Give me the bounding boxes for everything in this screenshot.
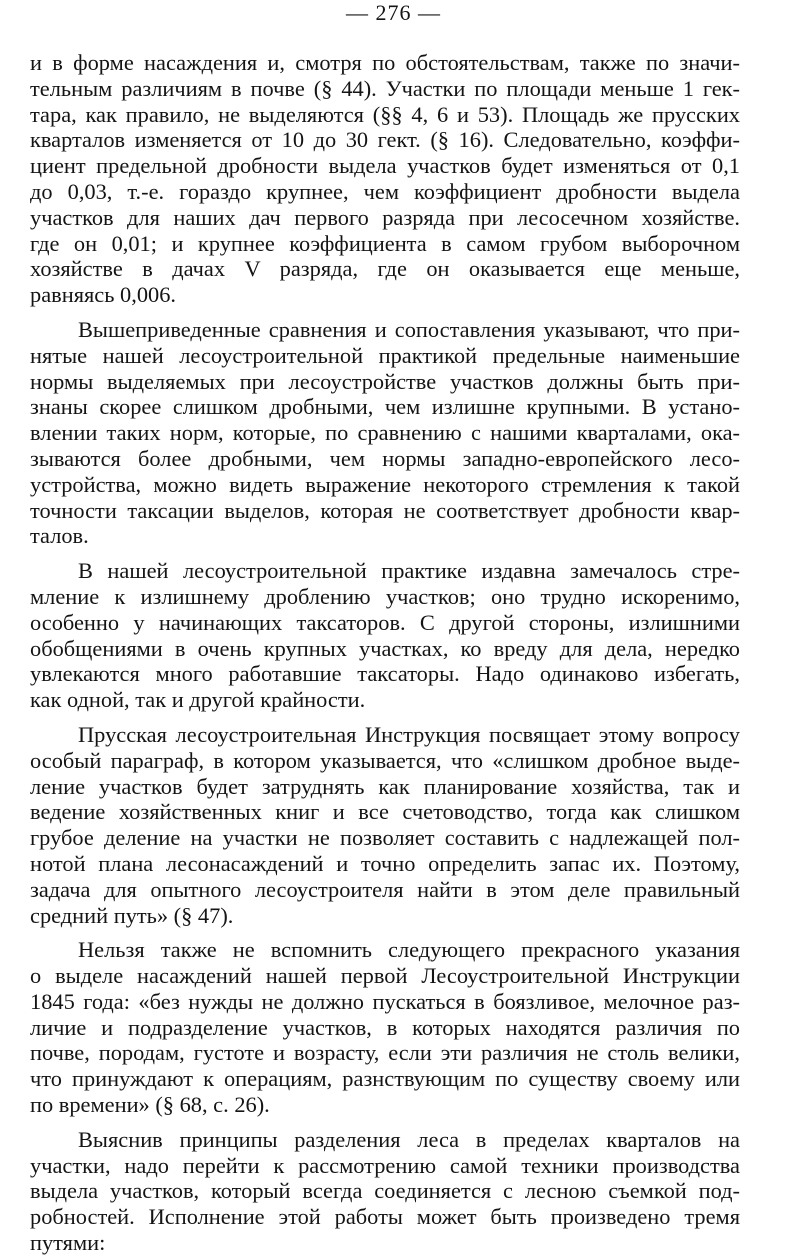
paragraph-1 [30, 50, 740, 308]
text-line: и в форме насаждения и, смотря по обстоятельствам, также по значи- [30, 50, 740, 75]
text-line: грубое деление на участки не позволяет составить с надлежащей пол- [30, 825, 740, 851]
text-line: как одной, так и другой крайности. [30, 687, 366, 713]
text-line: что принуждают к операциям, разнствующим по существу своему или [30, 1066, 740, 1092]
text-line: ление участков будет затруднять как планирование хозяйства, так и [30, 773, 740, 799]
text-line: путями: [30, 1230, 106, 1256]
text-line: о выделе насаждений нашей первой Лесоустроительной Инструкции [30, 963, 740, 989]
text-line: особенно у начинающих таксаторов. С другой стороны, излишними [30, 609, 740, 635]
body-text [30, 50, 740, 1256]
text-line: равняясь 0,006. [30, 282, 177, 308]
text-line: точности таксации выделов, которая не соответствует дробности квар- [30, 497, 740, 523]
text-line: влении таких норм, которые, по сравнению с нашими кварталами, ока- [30, 420, 740, 446]
text-line: циент предельной дробности выдела участков будет изменяться от 0,1 [30, 153, 740, 179]
text-line: хозяйстве в дачах V разряда, где он оказывается еще меньше, [30, 256, 740, 282]
text-line: мление к излишнему дроблению участков; оно трудно искоренимо, [30, 583, 740, 609]
text-line: личие и подразделение участков, в которых находятся различия по [30, 1014, 740, 1040]
page-number: — 276 — [346, 0, 441, 25]
text-line: Нельзя также не вспомнить следующего прекрасного указания [78, 937, 740, 963]
text-line: Прусская лесоустроительная Инструкция посвящает этому вопросу [78, 721, 740, 747]
text-line: до 0,03, т.-е. гораздо крупнее, чем коэффициент дробности выдела [30, 178, 740, 204]
text-line: участки, надо перейти к рассмотрению самой техники производства [30, 1152, 740, 1178]
paragraph-6 [30, 1127, 740, 1256]
paragraph-2 [30, 317, 740, 549]
text-line: тельным различиям в почве (§ 44). Участки по площади меньше 1 гек- [30, 75, 740, 101]
text-line: робностей. Исполнение этой работы может быть произведено тремя [30, 1204, 740, 1230]
text-line: почве, породам, густоте и возрасту, если эти различия не столь велики, [30, 1040, 740, 1066]
text-line: 1845 года: «без нужды не должно пускаться в боязливое, мелочное раз- [30, 988, 740, 1014]
text-line: участков для наших дач первого разряда при лесосечном хозяйстве. [30, 204, 740, 230]
text-line: зываются более дробными, чем нормы западно-европейского лесо- [30, 445, 740, 471]
text-line: устройства, можно видеть выражение некоторого стремления к такой [30, 471, 740, 497]
paragraph-5 [30, 937, 740, 1118]
paragraph-3 [30, 558, 740, 713]
text-line: обобщениями в очень крупных участках, ко вреду для дела, нередко [30, 635, 740, 661]
text-line: знаны скорее слишком дробными, чем излишне крупными. В устано- [30, 394, 740, 420]
text-line: кварталов изменяется от 10 до 30 гект. (§ 16). Следовательно, коэффи- [30, 127, 740, 153]
text-line: увлекаются много работавшие таксаторы. Надо одинаково избегать, [30, 661, 740, 687]
text-line: нотой плана лесонасаждений и точно определить запас их. Поэтому, [30, 850, 740, 876]
text-line: задача для опытного лесоустроителя найти в этом деле правильный [30, 876, 740, 902]
text-line: где он 0,01; и крупнее коэффициента в самом грубом выборочном [30, 230, 740, 256]
text-line: Вышеприведенные сравнения и сопоставления указывают, что при- [78, 316, 740, 342]
text-line: В нашей лесоустроительной практике издавна замечалось стре- [78, 558, 740, 584]
text-line: нятые нашей лесоустроительной практикой предельные наименьшие [30, 342, 740, 368]
text-line: средний путь» (§ 47). [30, 902, 234, 928]
text-line: Выяснив принципы разделения леса в пределах кварталов на [78, 1126, 740, 1152]
text-line: тара, как правило, не выделяются (§§ 4, 6 и 53). Площадь же прусских [30, 101, 740, 127]
text-line: особый параграф, в котором указывается, что «слишком дробное выде- [30, 747, 740, 773]
paragraph-4 [30, 722, 740, 928]
text-line: ведение хозяйственных книг и все счетоводство, тогда как слишком [30, 799, 740, 825]
text-line: по времени» (§ 68, с. 26). [30, 1092, 270, 1118]
text-line: талов. [30, 523, 89, 549]
text-line: нормы выделяемых при лесоустройстве участков должны быть при- [30, 368, 740, 394]
text-line: выдела участков, который всегда соединяется с лесною съемкой под- [30, 1178, 740, 1204]
